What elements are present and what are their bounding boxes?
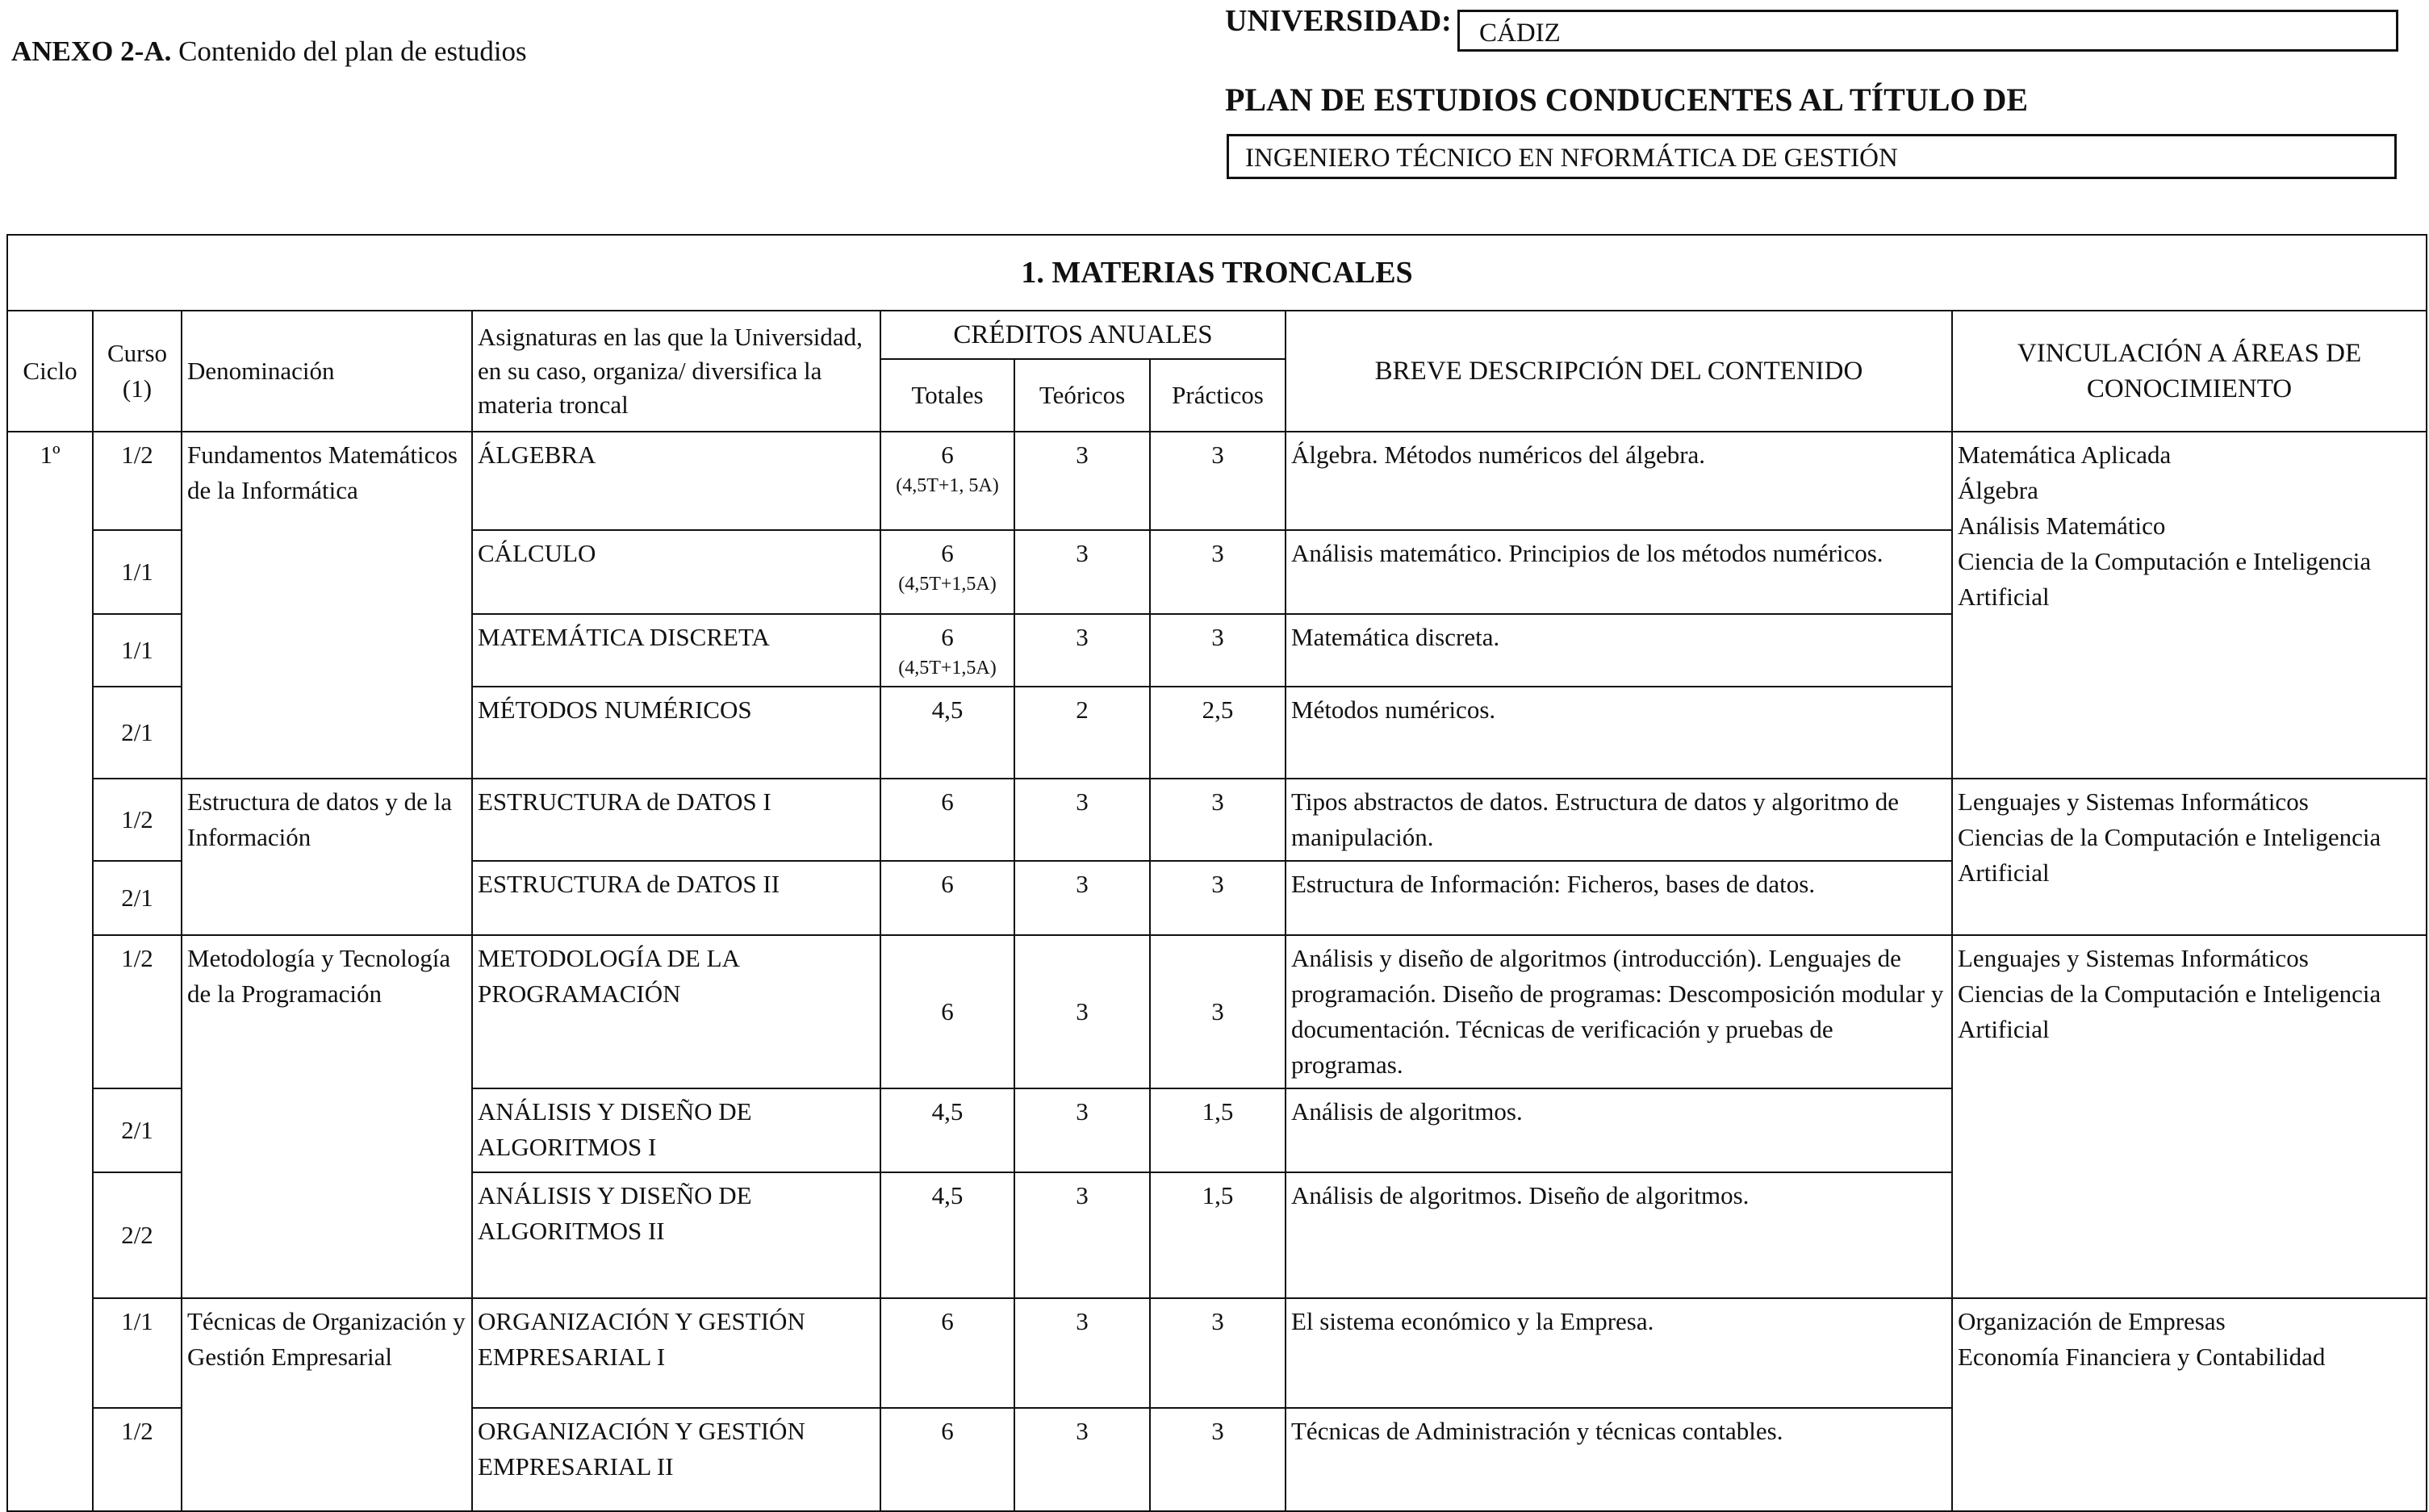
- vinculacion-cell: Lenguajes y Sistemas Informáticos Ciencias de la Computación e Inteligencia Artificial: [1952, 935, 2427, 1298]
- practicos-cell: 3: [1150, 935, 1286, 1088]
- totales-cell: [880, 1088, 1014, 1172]
- practicos-cell: 1,5: [1150, 1088, 1286, 1172]
- totales-value: 6: [941, 787, 954, 816]
- curso-cell: 2/2: [93, 1172, 182, 1298]
- totales-value: 6: [941, 870, 954, 898]
- curso-cell: 1/1: [93, 614, 182, 687]
- totales-cell: [880, 779, 1014, 861]
- table-row: [7, 935, 2427, 1088]
- table-row: [7, 779, 2427, 861]
- descripcion-cell: Álgebra. Métodos numéricos del álgebra.: [1286, 432, 1952, 530]
- totales-cell: [880, 1408, 1014, 1511]
- descripcion-cell: Métodos numéricos.: [1286, 687, 1952, 779]
- asignatura-cell: ORGANIZACIÓN Y GESTIÓN EMPRESARIAL I: [472, 1298, 880, 1408]
- practicos-cell: 1,5: [1150, 1172, 1286, 1298]
- col-header-asignaturas: Asignaturas en las que la Universidad, en su caso, organiza/ diversifica la materia troncal: [472, 311, 880, 432]
- totales-cell: [880, 935, 1014, 1088]
- asignatura-cell: MÉTODOS NUMÉRICOS: [472, 687, 880, 779]
- totales-breakdown: (4,5T+1,5A): [898, 658, 997, 679]
- teoricos-cell: 3: [1014, 614, 1150, 687]
- totales-value: 6: [941, 441, 954, 469]
- asignatura-cell: MATEMÁTICA DISCRETA: [472, 614, 880, 687]
- annex-description: Contenido del plan de estudios: [171, 36, 527, 67]
- practicos-cell: 3: [1150, 614, 1286, 687]
- totales-value: 4,5: [931, 1181, 964, 1209]
- col-header-vinculacion: VINCULACIÓN A ÁREAS DE CONOCIMIENTO: [1952, 311, 2427, 432]
- totales-cell: [880, 1298, 1014, 1408]
- degree-title-field: INGENIERO TÉCNICO EN NFORMÁTICA DE GESTIÓN: [1227, 134, 2397, 179]
- practicos-cell: 2,5: [1150, 687, 1286, 779]
- descripcion-cell: Análisis de algoritmos. Diseño de algoritmos.: [1286, 1172, 1952, 1298]
- totales-breakdown: (4,5T+1, 5A): [896, 475, 999, 496]
- table-row: [7, 432, 2427, 530]
- col-header-curso: Curso (1): [93, 311, 182, 432]
- plan-title: PLAN DE ESTUDIOS CONDUCENTES AL TÍTULO DE: [1225, 81, 2029, 118]
- col-header-teoricos: Teóricos: [1014, 359, 1150, 432]
- totales-cell: [880, 1172, 1014, 1298]
- teoricos-cell: 3: [1014, 1298, 1150, 1408]
- descripcion-cell: Matemática discreta.: [1286, 614, 1952, 687]
- curso-cell: 1/2: [93, 779, 182, 861]
- university-field: CÁDIZ: [1457, 10, 2398, 52]
- descripcion-cell: Técnicas de Administración y técnicas contables.: [1286, 1408, 1952, 1511]
- descripcion-cell: Tipos abstractos de datos. Estructura de datos y algoritmo de manipulación.: [1286, 779, 1952, 861]
- practicos-cell: 3: [1150, 779, 1286, 861]
- denominacion-cell: Metodología y Tecnología de la Programación: [182, 935, 472, 1298]
- teoricos-cell: 3: [1014, 935, 1150, 1088]
- totales-value: 6: [941, 1417, 954, 1445]
- teoricos-cell: 3: [1014, 779, 1150, 861]
- subjects-table-container: [6, 234, 2426, 1502]
- teoricos-cell: 2: [1014, 687, 1150, 779]
- denominacion-cell: Fundamentos Matemáticos de la Informática: [182, 432, 472, 779]
- totales-cell: [880, 530, 1014, 614]
- annex-heading: [11, 36, 527, 68]
- denominacion-cell: Técnicas de Organización y Gestión Empresarial: [182, 1298, 472, 1511]
- totales-breakdown: (4,5T+1,5A): [898, 574, 997, 595]
- asignatura-cell: ANÁLISIS Y DISEÑO DE ALGORITMOS I: [472, 1088, 880, 1172]
- totales-value: 6: [941, 623, 954, 651]
- teoricos-cell: 3: [1014, 1172, 1150, 1298]
- col-header-totales: Totales: [880, 359, 1014, 432]
- teoricos-cell: 3: [1014, 1408, 1150, 1511]
- descripcion-cell: Estructura de Información: Ficheros, bases de datos.: [1286, 861, 1952, 935]
- totales-cell: [880, 861, 1014, 935]
- totales-cell: [880, 432, 1014, 530]
- totales-value: 6: [941, 1307, 954, 1335]
- asignatura-cell: ESTRUCTURA de DATOS II: [472, 861, 880, 935]
- practicos-cell: 3: [1150, 432, 1286, 530]
- asignatura-cell: CÁLCULO: [472, 530, 880, 614]
- vinculacion-cell: Matemática Aplicada Álgebra Análisis Matemático Ciencia de la Computación e Inteligencia Artificial: [1952, 432, 2427, 779]
- curso-cell: 2/1: [93, 687, 182, 779]
- table-banner: 1. MATERIAS TRONCALES: [7, 235, 2427, 311]
- totales-cell: [880, 614, 1014, 687]
- col-header-denominacion: Denominación: [182, 311, 472, 432]
- curso-cell: 1/2: [93, 1408, 182, 1511]
- teoricos-cell: 3: [1014, 1088, 1150, 1172]
- vinculacion-cell: Organización de Empresas Economía Financiera y Contabilidad: [1952, 1298, 2427, 1511]
- asignatura-cell: ÁLGEBRA: [472, 432, 880, 530]
- totales-value: 6: [941, 997, 954, 1025]
- curso-cell: 2/1: [93, 1088, 182, 1172]
- asignatura-cell: ORGANIZACIÓN Y GESTIÓN EMPRESARIAL II: [472, 1408, 880, 1511]
- curso-cell: 1/2: [93, 432, 182, 530]
- descripcion-cell: El sistema económico y la Empresa.: [1286, 1298, 1952, 1408]
- annex-number: ANEXO 2-A.: [11, 36, 172, 67]
- asignatura-cell: ANÁLISIS Y DISEÑO DE ALGORITMOS II: [472, 1172, 880, 1298]
- curso-cell: 1/1: [93, 530, 182, 614]
- totales-value: 6: [941, 539, 954, 567]
- table-row: [7, 1298, 2427, 1408]
- col-header-practicos: Prácticos: [1150, 359, 1286, 432]
- practicos-cell: 3: [1150, 1408, 1286, 1511]
- teoricos-cell: 3: [1014, 861, 1150, 935]
- descripcion-cell: Análisis y diseño de algoritmos (introducción). Lenguajes de programación. Diseño de programas: Descomposición modular y documentación. Técnicas de verificación y pruebas de programas.: [1286, 935, 1952, 1088]
- teoricos-cell: 3: [1014, 432, 1150, 530]
- university-label: UNIVERSIDAD:: [1225, 4, 1452, 38]
- ciclo-cell: 1º: [7, 432, 93, 1511]
- curso-cell: 2/1: [93, 861, 182, 935]
- totales-cell: [880, 687, 1014, 779]
- denominacion-cell: Estructura de datos y de la Información: [182, 779, 472, 935]
- totales-value: 4,5: [931, 695, 964, 724]
- practicos-cell: 3: [1150, 530, 1286, 614]
- vinculacion-cell: Lenguajes y Sistemas Informáticos Ciencias de la Computación e Inteligencia Artificial: [1952, 779, 2427, 935]
- col-header-ciclo: Ciclo: [7, 311, 93, 432]
- col-header-creditos: CRÉDITOS ANUALES: [880, 311, 1286, 359]
- totales-value: 4,5: [931, 1097, 964, 1126]
- descripcion-cell: Análisis matemático. Principios de los métodos numéricos.: [1286, 530, 1952, 614]
- col-header-descripcion: BREVE DESCRIPCIÓN DEL CONTENIDO: [1286, 311, 1952, 432]
- descripcion-cell: Análisis de algoritmos.: [1286, 1088, 1952, 1172]
- teoricos-cell: 3: [1014, 530, 1150, 614]
- asignatura-cell: METODOLOGÍA DE LA PROGRAMACIÓN: [472, 935, 880, 1088]
- asignatura-cell: ESTRUCTURA de DATOS I: [472, 779, 880, 861]
- core-subjects-table: [6, 234, 2427, 1512]
- curso-cell: 1/2: [93, 935, 182, 1088]
- practicos-cell: 3: [1150, 861, 1286, 935]
- practicos-cell: 3: [1150, 1298, 1286, 1408]
- curso-cell: 1/1: [93, 1298, 182, 1408]
